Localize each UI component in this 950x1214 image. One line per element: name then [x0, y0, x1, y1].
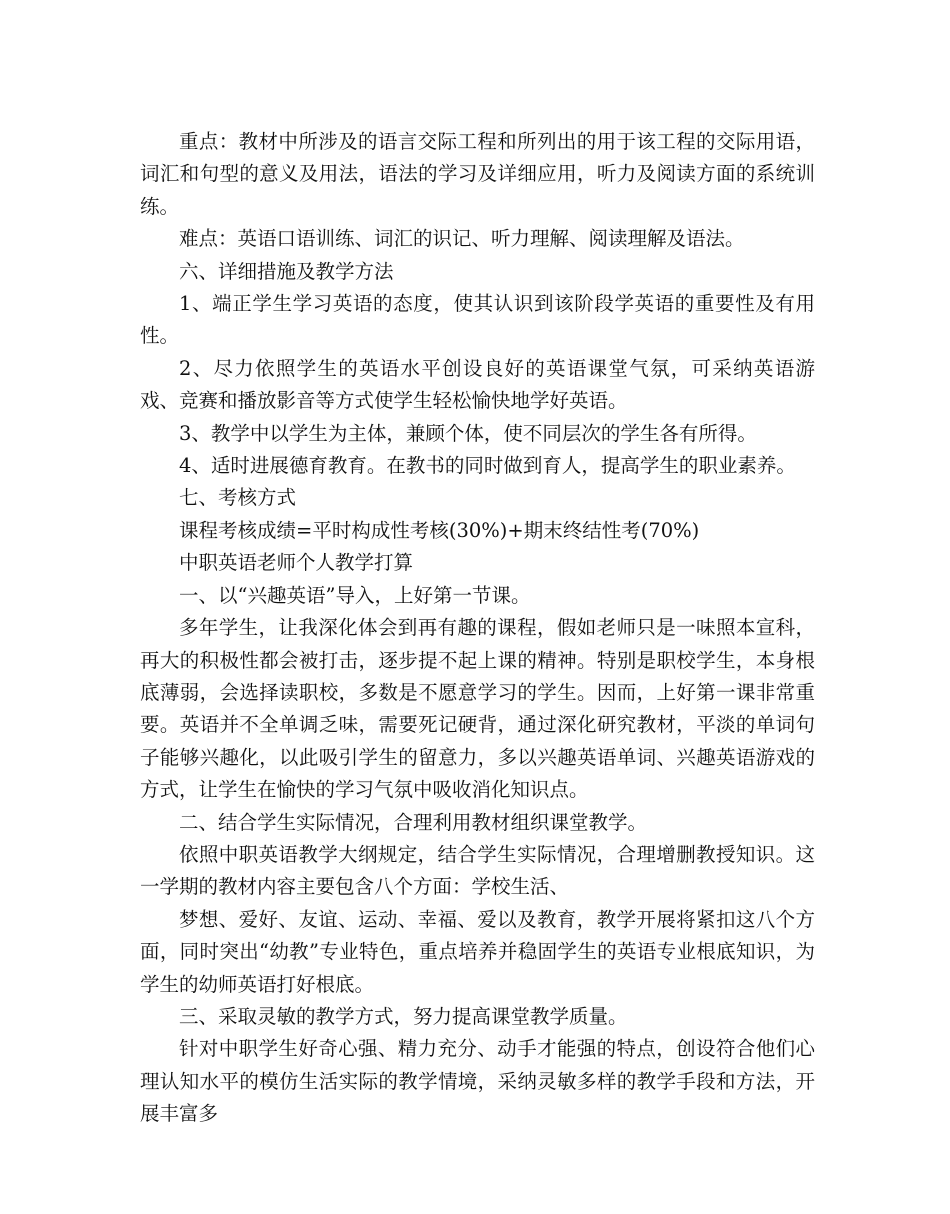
document-body: [140, 126, 815, 1131]
paragraph-difficult-points: 难点：英语口语训练、词汇的识记、听力理解、阅读理解及语法。: [179, 227, 745, 251]
section-heading-measures: 六、详细措施及教学方法: [179, 259, 394, 283]
list-item-measure-4: 4、适时进展德育教育。在教书的同时做到育人，提高学生的职业素养。: [179, 454, 796, 478]
paragraph-section-three-body: 针对中职学生好奇心强、精力充分、动手才能强的特点，创设符合他们心理认知水平的模仿生活实际的教学情境，采纳灵敏多样的教学手段和方法，开展丰富多: [140, 1037, 815, 1126]
paragraph-section-two-continued: 梦想、爱好、友谊、运动、幸福、爱以及教育，教学开展将紧扣这八个方面，同时突出“幼教”专业特色，重点培养并稳固学生的英语专业根底知识，为学生的幼师英语打好根底。: [140, 907, 815, 996]
paragraph-section-one-body: 多年学生，让我深化体会到再有趣的课程，假如老师只是一味照本宣科，再大的积极性都会被打击，逐步提不起上课的精神。特别是职校学生，本身根底薄弱，会选择读职校，多数是不愿意学习的学生。因而，上好第一课非常重要。英语并不全单调乏味，需要死记硬背，通过深化研究教材，平淡的单词句子能够兴趣化，以此吸引学生的留意力，多以兴趣英语单词、兴趣英语游戏的方式，让学生在愉快的学习气氛中吸收消化知识点。: [140, 616, 815, 802]
section-heading-one: 一、以“兴趣英语”导入，上好第一节课。: [179, 583, 531, 607]
list-item-measure-2: 2、尽力依照学生的英语水平创设良好的英语课堂气氛，可采纳英语游戏、竞赛和播放影音等方式使学生轻松愉快地学好英语。: [140, 356, 815, 413]
paragraph-key-points: 重点：教材中所涉及的语言交际工程和所列出的用于该工程的交际用语，词汇和句型的意义及用法，语法的学习及详细应用，听力及阅读方面的系统训练。: [140, 130, 815, 218]
section-heading-assessment: 七、考核方式: [179, 486, 297, 510]
section-heading-two: 二、结合学生实际情况，合理利用教材组织课堂教学。: [179, 810, 648, 834]
list-item-measure-3: 3、教学中以学生为主体，兼顾个体，使不同层次的学生各有所得。: [179, 421, 757, 445]
paragraph-section-two-body: 依照中职英语教学大纲规定，结合学生实际情况，合理增删教授知识。这一学期的教材内容主要包含八个方面：学校生活、: [140, 842, 815, 899]
document-subtitle: 中职英语老师个人教学打算: [179, 551, 414, 575]
section-heading-three: 三、采取灵敏的教学方式，努力提高课堂教学质量。: [179, 1004, 628, 1028]
paragraph-assessment-formula: 课程考核成绩=平时构成性考核(30%)+期末终结性考(70%): [179, 518, 700, 542]
list-item-measure-1: 1、端正学生学习英语的态度，使其认识到该阶段学英语的重要性及有用性。: [140, 292, 815, 348]
